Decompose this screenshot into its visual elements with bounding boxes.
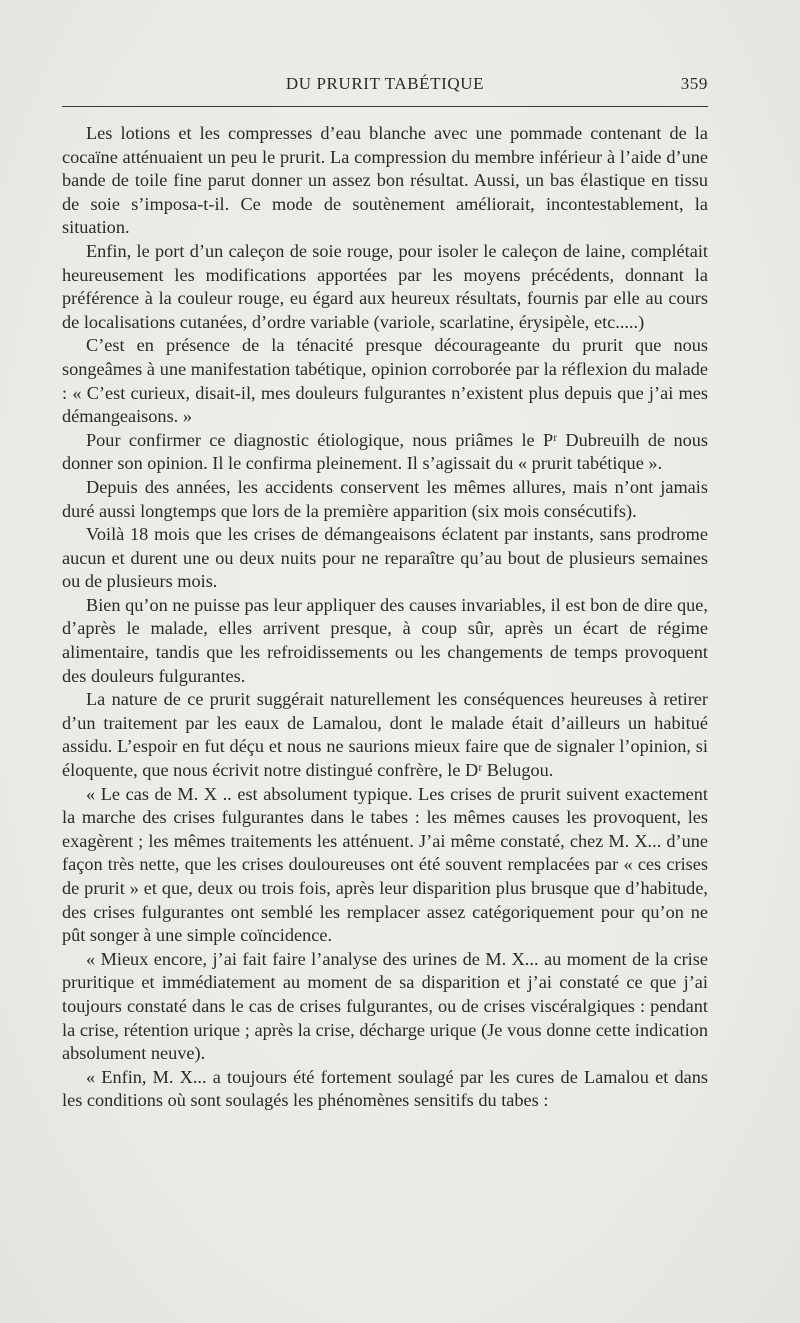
running-title: DU PRURIT TABÉTIQUE (285, 74, 485, 93)
page-header (62, 74, 708, 98)
paragraph-4: Pour confirmer ce diagnostic étiologique, nous priâmes le Pʳ Dubreuilh de nous donner son opinion. Il le confirma pleinement. Il s’agissait du « prurit tabétique ». (62, 429, 708, 474)
paragraph-5: Depuis des années, les accidents conservent les mêmes allures, mais n’ont jamais duré aussi longtemps que lors de la première apparition (six mois consécutifs). (62, 476, 708, 521)
paragraph-3: C’est en présence de la ténacité presque décourageante du prurit que nous songeâmes à une manifestation tabétique, opinion corroborée par la réflexion du malade : « C’est curieux, disait-il, mes douleurs fulgurantes n’existent plus depuis que j’ai mes démangeaisons. » (62, 335, 708, 427)
paragraph-6: Voilà 18 mois que les crises de démangeaisons éclatent par instants, sans prodrome aucun et durent une ou deux nuits pour ne reparaître qu’au bout de plusieurs semaines ou de plusieurs mois. (62, 524, 708, 592)
paragraph-10: « Mieux encore, j’ai fait faire l’analyse des urines de M. X... au moment de la crise pruritique et immédiatement au moment de sa disparition et j’ai constaté ce que j’ai toujours constaté dans le cas de crises fulgurantes, ou de crises viscéralgiques : pendant la crise, rétention urique ; après la crise, décharge urique (Je vous donne cette indication absolument neuve). (62, 948, 708, 1064)
header-rule (62, 106, 708, 107)
paragraph-2: Enfin, le port d’un caleçon de soie rouge, pour isoler le caleçon de laine, complétait heureusement les modifications apportées par les moyens précédents, donnant la préférence à la couleur rouge, eu égard aux heureux résultats, fournis par elle au cours de localisations cutanées, d’ordre variable (variole, scarlatine, érysipèle, etc.....) (62, 240, 708, 332)
paragraph-1: Les lotions et les compresses d’eau blanche avec une pommade contenant de la cocaïne atténuaient un peu le prurit. La compression du membre inférieur à l’aide d’une bande de toile fine parut donner un assez bon résultat. Aussi, un bas élastique en tissu de soie s’imposa-t-il. Ce mode de soutènement améliorait, incontestablement, la situation. (62, 123, 708, 238)
paragraph-7: Bien qu’on ne puisse pas leur appliquer des causes invariables, il est bon de dire que, d’après le malade, elles arrivent presque, à coup sûr, après un écart de régime alimentaire, tandis que les refroidissements ou les changements de temps provoquent des douleurs fulgurantes. (62, 594, 708, 686)
paragraph-11: « Enfin, M. X... a toujours été fortement soulagé par les cures de Lamalou et dans les conditions où sont soulagés les phénomènes sensitifs du tabes : (62, 1066, 708, 1111)
page-number: 359 (680, 74, 708, 93)
paragraph-8: La nature de ce prurit suggérait naturellement les conséquences heureuses à retirer d’un traitement par les eaux de Lamalou, dont le malade était d’ailleurs un habitué assidu. L’espoir en fut déçu et nous ne saurions mieux faire que de signaler l’opinion, si éloquente, que nous écrivit notre distingué confrère, le Dʳ Belugou. (62, 689, 708, 781)
body-text (62, 122, 708, 1113)
paragraph-9: « Le cas de M. X .. est absolument typique. Les crises de prurit suivent exactement la marche des crises fulgurantes dans le tabes : les mêmes causes les provoquent, les exagèrent ; les mêmes traitements les atténuent. J’ai même constaté, chez M. X... d’une façon très nette, que les crises douloureuses ont été souvent remplacées par « ces crises de prurit » et que, deux ou trois fois, après leur disparition plus brusque que d’habitude, des crises fulgurantes ont semblé les remplacer assez catégoriquement pour qu’on ne pût songer à une simple coïncidence. (62, 783, 708, 946)
